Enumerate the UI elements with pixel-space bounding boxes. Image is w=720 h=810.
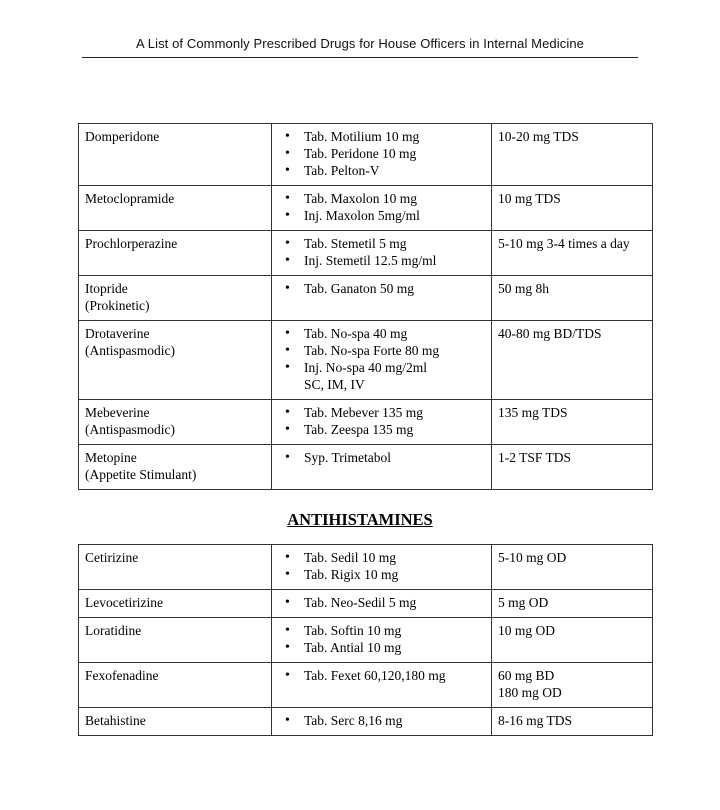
antihistamine-table — [78, 544, 653, 736]
table-row — [79, 545, 653, 590]
brand-cell — [272, 663, 492, 708]
drug-name-cell — [79, 618, 272, 663]
brand-item: • Tab. Rigix 10 mg — [304, 566, 485, 583]
brand-cell — [272, 708, 492, 736]
drug-name-cell — [79, 545, 272, 590]
brand-item: • Tab. No-spa 40 mg — [304, 325, 485, 342]
brand-item: • Inj. No-spa 40 mg/2ml — [304, 359, 485, 376]
brand-cell — [272, 276, 492, 321]
table-row — [79, 708, 653, 736]
brand-list — [278, 549, 485, 583]
drug-class-note: (Antispasmodic) — [85, 422, 175, 437]
drug-name-cell — [79, 400, 272, 445]
brand-item: • Tab. Mebever 135 mg — [304, 404, 485, 421]
dose-cell — [492, 276, 653, 321]
dose-cell — [492, 124, 653, 186]
drug-class-note: (Antispasmodic) — [85, 343, 175, 358]
table-row — [79, 400, 653, 445]
brand-cell — [272, 545, 492, 590]
dose-cell — [492, 663, 653, 708]
table-row — [79, 321, 653, 400]
brand-item: • Tab. Pelton-V — [304, 162, 485, 179]
brand-list — [278, 325, 485, 376]
brand-list — [278, 622, 485, 656]
table-row — [79, 663, 653, 708]
drug-name: Drotaverine — [85, 326, 150, 341]
section-title-antihistamines: ANTIHISTAMINES — [287, 510, 433, 529]
drug-class-note: (Appetite Stimulant) — [85, 467, 197, 482]
brand-list — [278, 667, 485, 684]
dose-text: 8-16 mg TDS — [498, 713, 573, 728]
gi-table-body — [79, 124, 653, 490]
brand-item: • Tab. No-spa Forte 80 mg — [304, 342, 485, 359]
drug-name-cell — [79, 590, 272, 618]
dose-cell — [492, 231, 653, 276]
brand-route-note: SC, IM, IV — [304, 377, 365, 392]
brand-cell — [272, 124, 492, 186]
drug-name: Prochlorperazine — [85, 236, 178, 251]
dose-text: 1-2 TSF TDS — [498, 450, 572, 465]
brand-list — [278, 280, 485, 297]
dose-text: 180 mg OD — [498, 685, 562, 700]
brand-cell — [272, 321, 492, 400]
drug-name-cell — [79, 124, 272, 186]
dose-text: 60 mg BD — [498, 668, 555, 683]
drug-name-cell — [79, 321, 272, 400]
brand-cell — [272, 186, 492, 231]
brand-item: • Tab. Zeespa 135 mg — [304, 421, 485, 438]
brand-cell — [272, 231, 492, 276]
drug-name: Levocetirizine — [85, 595, 163, 610]
dose-cell — [492, 618, 653, 663]
brand-item: • Inj. Maxolon 5mg/ml — [304, 207, 485, 224]
header-rule — [82, 57, 638, 58]
table-row — [79, 276, 653, 321]
brand-list — [278, 712, 485, 729]
brand-item: • Tab. Sedil 10 mg — [304, 549, 485, 566]
dose-cell — [492, 590, 653, 618]
drug-name-cell — [79, 445, 272, 490]
gi-drug-table — [78, 123, 653, 490]
drug-class-note: (Prokinetic) — [85, 298, 150, 313]
dose-cell — [492, 708, 653, 736]
table-row — [79, 618, 653, 663]
brand-cell — [272, 590, 492, 618]
dose-text: 10 mg OD — [498, 623, 555, 638]
drug-name-cell — [79, 276, 272, 321]
antihistamine-table-body — [79, 545, 653, 736]
dose-cell — [492, 400, 653, 445]
drug-name: Fexofenadine — [85, 668, 159, 683]
table-row — [79, 590, 653, 618]
drug-name: Loratidine — [85, 623, 142, 638]
dose-text: 5-10 mg 3-4 times a day — [498, 236, 630, 251]
brand-list — [278, 128, 485, 179]
brand-item: • Tab. Motilium 10 mg — [304, 128, 485, 145]
brand-list — [278, 235, 485, 269]
drug-name: Cetirizine — [85, 550, 139, 565]
table-row — [79, 445, 653, 490]
dose-text: 5-10 mg OD — [498, 550, 567, 565]
brand-item: • Tab. Serc 8,16 mg — [304, 712, 485, 729]
brand-cell — [272, 400, 492, 445]
dose-cell — [492, 186, 653, 231]
drug-name-cell — [79, 708, 272, 736]
brand-item: • Inj. Stemetil 12.5 mg/ml — [304, 252, 485, 269]
drug-name-cell — [79, 663, 272, 708]
dose-text: 40-80 mg BD/TDS — [498, 326, 602, 341]
brand-list — [278, 190, 485, 224]
drug-name: Metoclopramide — [85, 191, 175, 206]
brand-item: • Tab. Neo-Sedil 5 mg — [304, 594, 485, 611]
brand-item: • Tab. Stemetil 5 mg — [304, 235, 485, 252]
drug-name: Itopride — [85, 281, 128, 296]
dose-text: 10 mg TDS — [498, 191, 561, 206]
brand-item: • Tab. Antial 10 mg — [304, 639, 485, 656]
brand-list — [278, 449, 485, 466]
dose-text: 135 mg TDS — [498, 405, 568, 420]
page-header-title: A List of Commonly Prescribed Drugs for House Officers in Internal Medicine — [136, 36, 584, 51]
dose-cell — [492, 445, 653, 490]
drug-name: Mebeverine — [85, 405, 150, 420]
dose-text: 50 mg 8h — [498, 281, 550, 296]
brand-cell — [272, 445, 492, 490]
brand-item: • Tab. Maxolon 10 mg — [304, 190, 485, 207]
brand-item: • Tab. Fexet 60,120,180 mg — [304, 667, 485, 684]
dose-text: 5 mg OD — [498, 595, 549, 610]
brand-item: • Tab. Ganaton 50 mg — [304, 280, 485, 297]
brand-item: • Tab. Peridone 10 mg — [304, 145, 485, 162]
brand-cell — [272, 618, 492, 663]
table-row — [79, 124, 653, 186]
brand-item: • Tab. Softin 10 mg — [304, 622, 485, 639]
drug-name: Domperidone — [85, 129, 160, 144]
table-row — [79, 186, 653, 231]
dose-cell — [492, 321, 653, 400]
drug-name: Metopine — [85, 450, 137, 465]
drug-name-cell — [79, 231, 272, 276]
brand-item: • Syp. Trimetabol — [304, 449, 485, 466]
drug-name: Betahistine — [85, 713, 146, 728]
dose-text: 10-20 mg TDS — [498, 129, 579, 144]
dose-cell — [492, 545, 653, 590]
drug-name-cell — [79, 186, 272, 231]
brand-list — [278, 594, 485, 611]
table-row — [79, 231, 653, 276]
brand-list — [278, 404, 485, 438]
